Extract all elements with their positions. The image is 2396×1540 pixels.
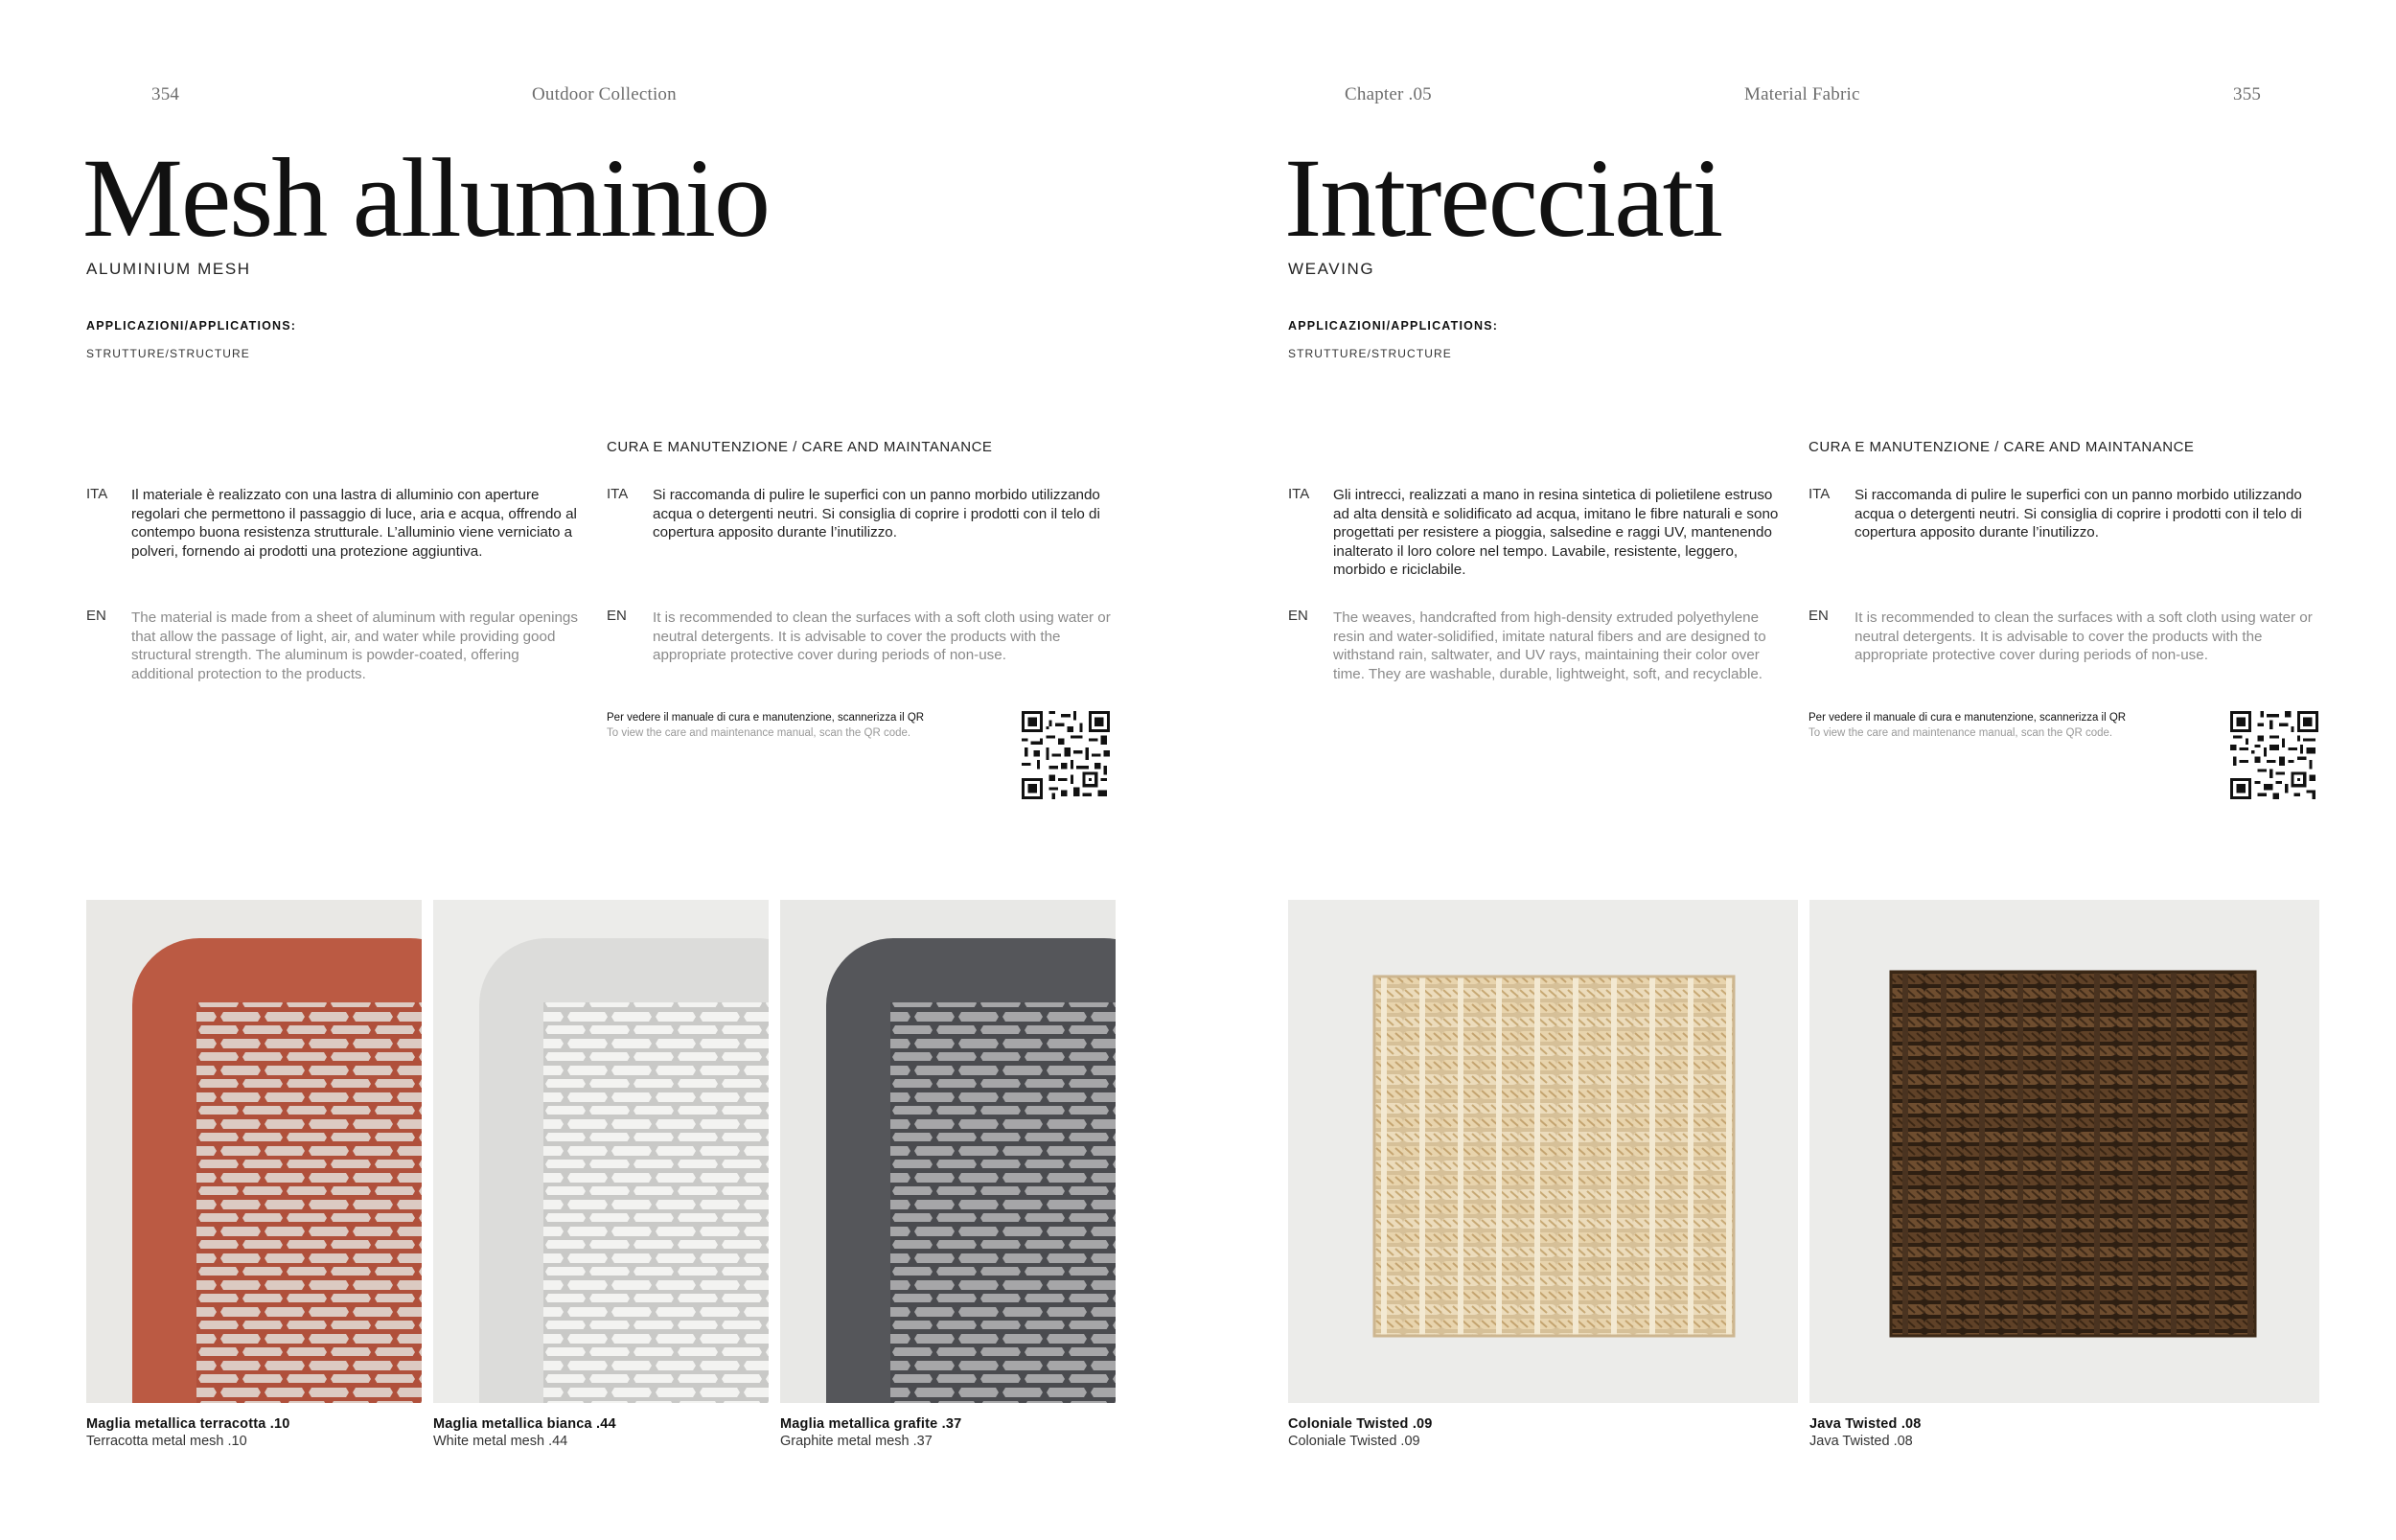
swatch-photo-coloniale [1288, 900, 1798, 1403]
lang-label-en: EN [1809, 608, 1829, 624]
lang-label-ita: ITA [86, 486, 108, 502]
applications-heading: APPLICAZIONI/APPLICATIONS: [86, 319, 297, 333]
swatch-name: Java Twisted .08 [1809, 1416, 1922, 1432]
lang-label-en: EN [1288, 608, 1308, 624]
swatch-photo-bianca [433, 900, 769, 1403]
swatch-name: Maglia metallica bianca .44 [433, 1416, 616, 1432]
care-heading: CURA E MANUTENZIONE / CARE AND MAINTANANCE [1809, 439, 2195, 455]
lang-label-ita: ITA [607, 486, 629, 502]
applications-value: STRUTTURE/STRUCTURE [1288, 347, 1452, 360]
qr-code[interactable] [1022, 711, 1110, 799]
swatch-name: Maglia metallica terracotta .10 [86, 1416, 290, 1432]
page-title: Intrecciati [1284, 135, 1722, 261]
applications-value: STRUTTURE/STRUCTURE [86, 347, 250, 360]
swatch-subname: Java Twisted .08 [1809, 1434, 1913, 1449]
swatch-name: Coloniale Twisted .09 [1288, 1416, 1433, 1432]
care-en: It is recommended to clean the surfaces with a soft cloth using water or neutral detergents. It is advisable to cover the products with the appropriate protective cover during periods of non-use. [1855, 609, 2313, 663]
description-ita: Gli intrecci, realizzati a mano in resina sintetica di polietilene estruso ad alta densità e solidificato ad acqua, imitano le fibre naturali e sono progettati per resistere a pioggia, salsedine e raggi UV, mantenendo inalterato il loro colore nel tempo. Lavabile, resistente, leggero, morbido e riciclabile. [1333, 487, 1779, 578]
swatch-subname: Graphite metal mesh .37 [780, 1434, 933, 1449]
description-en: The weaves, handcrafted from high-density extruded polyethylene resin and water-solidified, imitate natural fibers and are designed to withstand rain, saltwater, and UV rays, maintaining their color over time. They are washable, durable, lightweight, soft, and recyclable. [1333, 609, 1766, 682]
description-en: The material is made from a sheet of aluminum with regular openings that allow the passage of light, air, and water while providing good structural strength. The aluminum is powder-coated, offering additional protection to the products. [131, 609, 578, 682]
swatch-photo-grafite [780, 900, 1116, 1403]
description-ita: Il materiale è realizzato con una lastra di alluminio con aperture regolari che permettono il passaggio di luce, aria e acqua, offrendo al contempo buona resistenza strutturale. L’alluminio viene verniciato a polveri, fornendo ai prodotti una protezione aggiuntiva. [131, 487, 577, 560]
qr-note-ita: Per vedere il manuale di cura e manutenzione, scannerizza il QR [1809, 712, 2127, 724]
swatch-subname: Terracotta metal mesh .10 [86, 1434, 247, 1449]
chapter-label: Chapter .05 [1345, 84, 1432, 104]
swatch-subname: Coloniale Twisted .09 [1288, 1434, 1420, 1449]
page-subtitle: ALUMINIUM MESH [86, 260, 251, 278]
lang-label-en: EN [86, 608, 106, 624]
care-ita: Si raccomanda di pulire le superfici con un panno morbido utilizzando acqua o detergenti neutri. Si consiglia di coprire i prodotti con il telo di copertura apposito durante l’inutilizzo. [653, 487, 1100, 540]
swatch-photo-terracotta [86, 900, 422, 1403]
swatch-subname: White metal mesh .44 [433, 1434, 568, 1449]
lang-label-en: EN [607, 608, 627, 624]
page-number: 355 [2233, 84, 2262, 104]
qr-note-en: To view the care and maintenance manual, scan the QR code. [607, 727, 911, 739]
page-number: 354 [151, 84, 180, 104]
running-title: Material Fabric [1744, 84, 1860, 104]
applications-heading: APPLICAZIONI/APPLICATIONS: [1288, 319, 1499, 333]
swatch-photo-java [1809, 900, 2319, 1403]
care-en: It is recommended to clean the surfaces with a soft cloth using water or neutral detergents. It is advisable to cover the products with the appropriate protective cover during periods of non-use. [653, 609, 1111, 663]
qr-note-ita: Per vedere il manuale di cura e manutenzione, scannerizza il QR [607, 712, 925, 724]
running-title: Outdoor Collection [532, 84, 677, 104]
lang-label-ita: ITA [1288, 486, 1310, 502]
swatch-name: Maglia metallica grafite .37 [780, 1416, 962, 1432]
page-title: Mesh alluminio [82, 135, 770, 261]
qr-note-en: To view the care and maintenance manual, scan the QR code. [1809, 727, 2113, 739]
qr-code[interactable] [2230, 711, 2318, 799]
page-subtitle: WEAVING [1288, 260, 1375, 278]
care-heading: CURA E MANUTENZIONE / CARE AND MAINTANANCE [607, 439, 993, 455]
lang-label-ita: ITA [1809, 486, 1831, 502]
care-ita: Si raccomanda di pulire le superfici con un panno morbido utilizzando acqua o detergenti neutri. Si consiglia di coprire i prodotti con il telo di copertura apposito durante l’inutilizzo. [1855, 487, 2302, 540]
